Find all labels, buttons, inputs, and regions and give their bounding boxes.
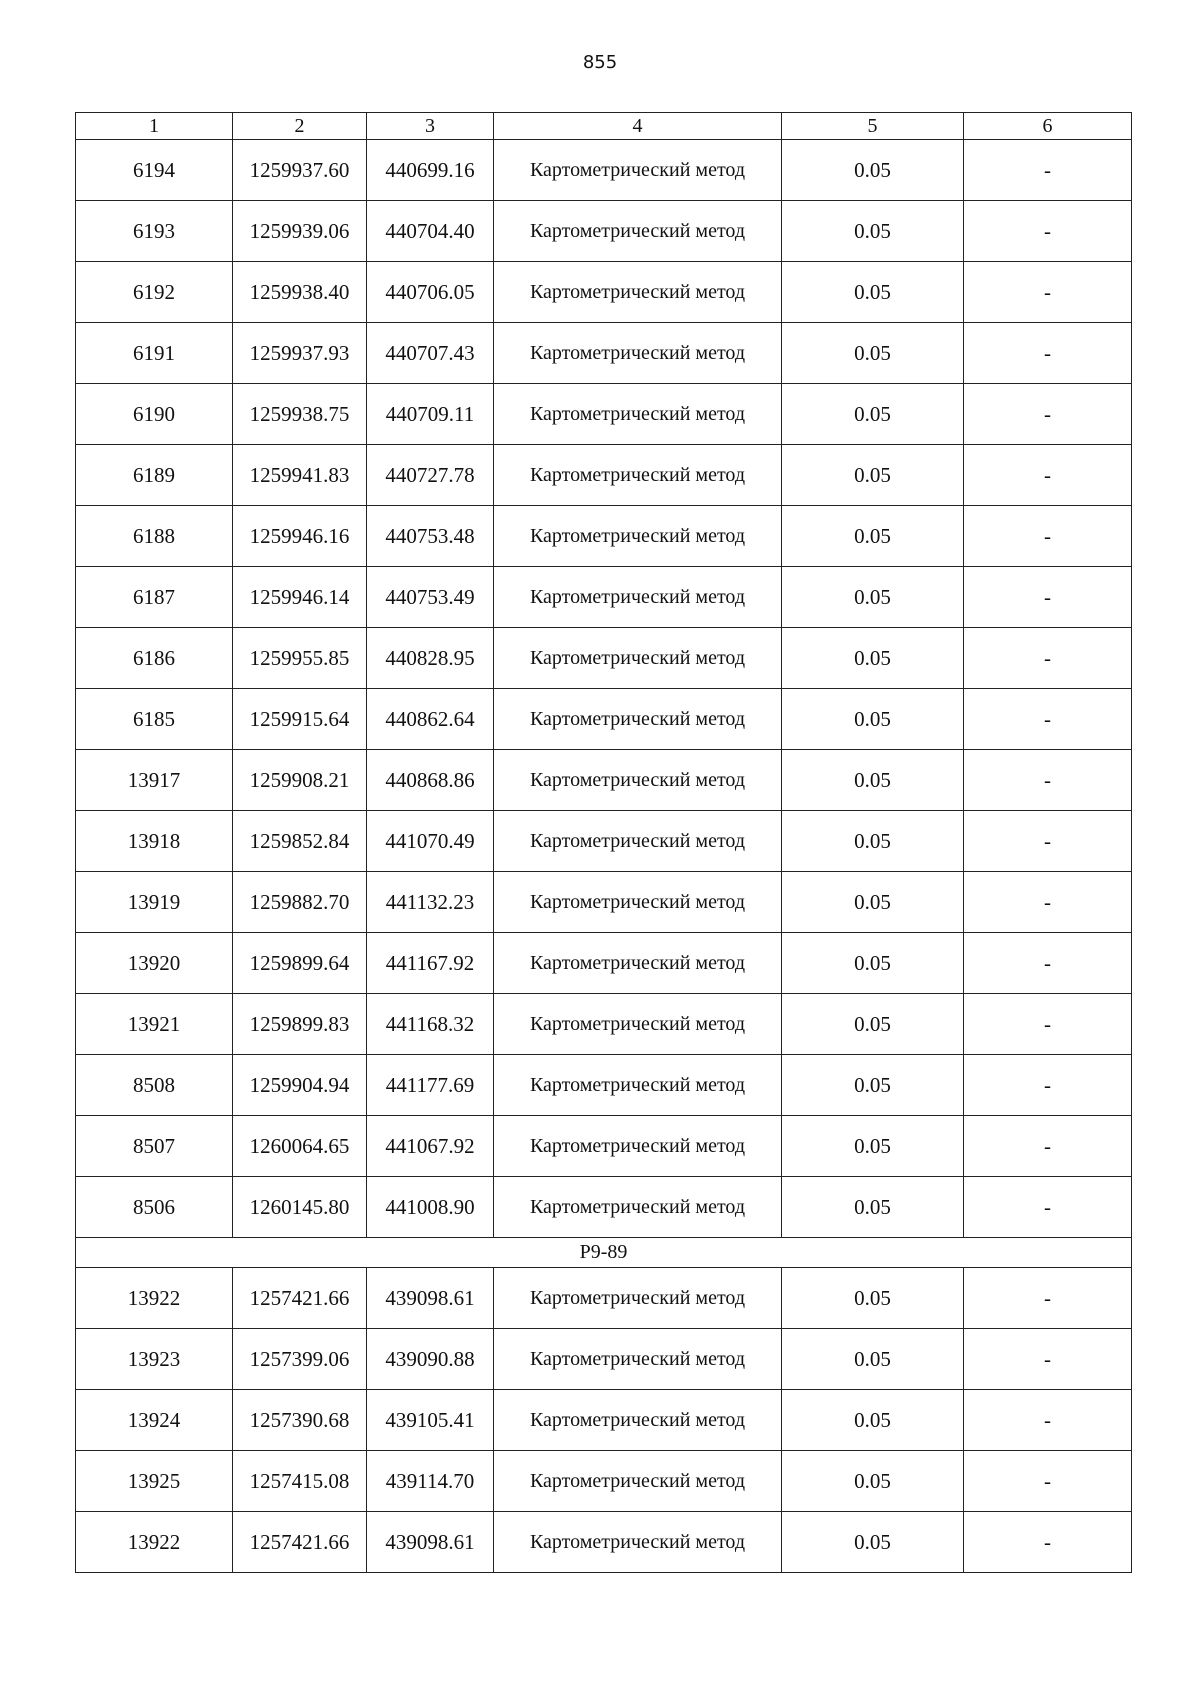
table-row [76,323,1132,384]
table-row [76,689,1132,750]
table-cell: - [964,140,1132,201]
table-cell: 13918 [76,811,233,872]
column-header: 4 [494,113,782,140]
table-cell: Картометрический метод [494,1390,782,1451]
column-header: 3 [367,113,494,140]
table-cell: 0.05 [782,1268,964,1329]
table-cell: 440727.78 [367,445,494,506]
table-cell: 0.05 [782,872,964,933]
table-cell: 13921 [76,994,233,1055]
group-label: Р9-89 [76,1238,1132,1268]
table-cell: 1259937.93 [233,323,367,384]
table-cell: 13925 [76,1451,233,1512]
group-row [76,1238,1132,1268]
table-row [76,445,1132,506]
table-cell: - [964,1116,1132,1177]
table-row [76,811,1132,872]
table-row [76,994,1132,1055]
table-cell: - [964,567,1132,628]
table-cell: 13923 [76,1329,233,1390]
table-cell: 439090.88 [367,1329,494,1390]
table-row [76,1055,1132,1116]
table-row [76,1116,1132,1177]
table-cell: 6192 [76,262,233,323]
table-row [76,506,1132,567]
table-cell: 1259955.85 [233,628,367,689]
table-row [76,1177,1132,1238]
table-cell: 6193 [76,201,233,262]
table-cell: 1259938.75 [233,384,367,445]
table-cell: 6191 [76,323,233,384]
table-cell: 1257390.68 [233,1390,367,1451]
table-cell: 6185 [76,689,233,750]
table-cell: Картометрический метод [494,140,782,201]
coordinates-table [75,112,1132,1573]
table-cell: 1259882.70 [233,872,367,933]
table-cell: Картометрический метод [494,262,782,323]
table-cell: Картометрический метод [494,994,782,1055]
table-cell: 6194 [76,140,233,201]
table-cell: 6190 [76,384,233,445]
table-cell: 441177.69 [367,1055,494,1116]
table-cell: - [964,445,1132,506]
table-cell: Картометрический метод [494,750,782,811]
table-cell: 0.05 [782,323,964,384]
table-cell: 1259941.83 [233,445,367,506]
table-cell: 0.05 [782,445,964,506]
table-cell: 13917 [76,750,233,811]
table-cell: Картометрический метод [494,1116,782,1177]
table-cell: 440699.16 [367,140,494,201]
table-cell: 0.05 [782,262,964,323]
table-cell: Картометрический метод [494,872,782,933]
table-cell: Картометрический метод [494,1512,782,1573]
table-cell: 1259939.06 [233,201,367,262]
table-cell: 1259904.94 [233,1055,367,1116]
table-cell: Картометрический метод [494,811,782,872]
table-cell: 13919 [76,872,233,933]
table-cell: 8507 [76,1116,233,1177]
table-cell: 6188 [76,506,233,567]
table-cell: 6187 [76,567,233,628]
table-cell: 0.05 [782,1390,964,1451]
table-cell: Картометрический метод [494,1177,782,1238]
table-cell: - [964,994,1132,1055]
table-cell: 440828.95 [367,628,494,689]
table-cell: - [964,1177,1132,1238]
table-cell: 13922 [76,1512,233,1573]
table-cell: 440706.05 [367,262,494,323]
table-cell: 1259915.64 [233,689,367,750]
table-cell: 13920 [76,933,233,994]
column-header: 2 [233,113,367,140]
column-header: 6 [964,113,1132,140]
table-cell: 1259899.64 [233,933,367,994]
table-cell: 0.05 [782,933,964,994]
table-cell: 1260064.65 [233,1116,367,1177]
table-cell: 6189 [76,445,233,506]
table-cell: - [964,689,1132,750]
table-cell: 0.05 [782,689,964,750]
table-cell: Картометрический метод [494,1451,782,1512]
table-cell: Картометрический метод [494,506,782,567]
table-row [76,750,1132,811]
table-row [76,933,1132,994]
table-cell: - [964,1512,1132,1573]
table-cell: 440862.64 [367,689,494,750]
table-cell: 1257421.66 [233,1268,367,1329]
table-cell: 441070.49 [367,811,494,872]
table-cell: 439105.41 [367,1390,494,1451]
table-cell: - [964,506,1132,567]
table-cell: 1259938.40 [233,262,367,323]
table-cell: 440707.43 [367,323,494,384]
table-cell: - [964,628,1132,689]
table-cell: Картометрический метод [494,384,782,445]
table-cell: 440753.48 [367,506,494,567]
table-cell: 441132.23 [367,872,494,933]
table-cell: 0.05 [782,1055,964,1116]
table-cell: 0.05 [782,140,964,201]
table-cell: - [964,1268,1132,1329]
table-cell: 0.05 [782,384,964,445]
table-cell: 1257421.66 [233,1512,367,1573]
table-cell: 13924 [76,1390,233,1451]
table-cell: 8506 [76,1177,233,1238]
table-cell: 1259937.60 [233,140,367,201]
table-cell: 1259946.16 [233,506,367,567]
table-cell: Картометрический метод [494,445,782,506]
table-cell: 439098.61 [367,1268,494,1329]
table-row [76,1512,1132,1573]
table-cell: 0.05 [782,506,964,567]
table-cell: 441067.92 [367,1116,494,1177]
table-header-row [76,113,1132,140]
table-cell: Картометрический метод [494,567,782,628]
table-cell: 6186 [76,628,233,689]
table-cell: Картометрический метод [494,1055,782,1116]
table-cell: 441167.92 [367,933,494,994]
table-cell: 0.05 [782,750,964,811]
table-row [76,567,1132,628]
table-row [76,1451,1132,1512]
table-row [76,201,1132,262]
table-cell: - [964,750,1132,811]
table-row [76,1329,1132,1390]
table-cell: - [964,872,1132,933]
table-cell: Картометрический метод [494,1268,782,1329]
table-cell: 1257415.08 [233,1451,367,1512]
table-cell: Картометрический метод [494,1329,782,1390]
table-cell: Картометрический метод [494,201,782,262]
table-row [76,262,1132,323]
table-cell: 0.05 [782,567,964,628]
table-cell: 440704.40 [367,201,494,262]
table-cell: 439098.61 [367,1512,494,1573]
table-row [76,628,1132,689]
table-row [76,1268,1132,1329]
table-cell: Картометрический метод [494,628,782,689]
table-row [76,384,1132,445]
table-cell: 440868.86 [367,750,494,811]
table-cell: 440753.49 [367,567,494,628]
table-cell: - [964,933,1132,994]
table-cell: - [964,323,1132,384]
table-cell: 1257399.06 [233,1329,367,1390]
table-cell: 13922 [76,1268,233,1329]
table-cell: - [964,201,1132,262]
table-cell: 8508 [76,1055,233,1116]
table-cell: 0.05 [782,1512,964,1573]
table-cell: 0.05 [782,811,964,872]
table-row [76,1390,1132,1451]
table-cell: 1260145.80 [233,1177,367,1238]
table-cell: - [964,262,1132,323]
table-cell: 0.05 [782,628,964,689]
table-cell: - [964,1390,1132,1451]
table-cell: - [964,384,1132,445]
table-cell: - [964,1329,1132,1390]
column-header: 5 [782,113,964,140]
table-cell: Картометрический метод [494,933,782,994]
page-number: 855 [582,52,618,73]
table-cell: 1259946.14 [233,567,367,628]
table-cell: 441168.32 [367,994,494,1055]
table-cell: Картометрический метод [494,689,782,750]
table-cell: - [964,811,1132,872]
table-cell: 440709.11 [367,384,494,445]
table-cell: 0.05 [782,1177,964,1238]
table-row [76,872,1132,933]
table-cell: 0.05 [782,1116,964,1177]
table-row [76,140,1132,201]
table-cell: 1259852.84 [233,811,367,872]
table-cell: 0.05 [782,1329,964,1390]
table-cell: 441008.90 [367,1177,494,1238]
table-cell: 0.05 [782,994,964,1055]
table-cell: 0.05 [782,201,964,262]
table-cell: 0.05 [782,1451,964,1512]
table-cell: 1259908.21 [233,750,367,811]
table-cell: Картометрический метод [494,323,782,384]
table-cell: - [964,1451,1132,1512]
column-header: 1 [76,113,233,140]
table-cell: - [964,1055,1132,1116]
table-cell: 1259899.83 [233,994,367,1055]
table-cell: 439114.70 [367,1451,494,1512]
